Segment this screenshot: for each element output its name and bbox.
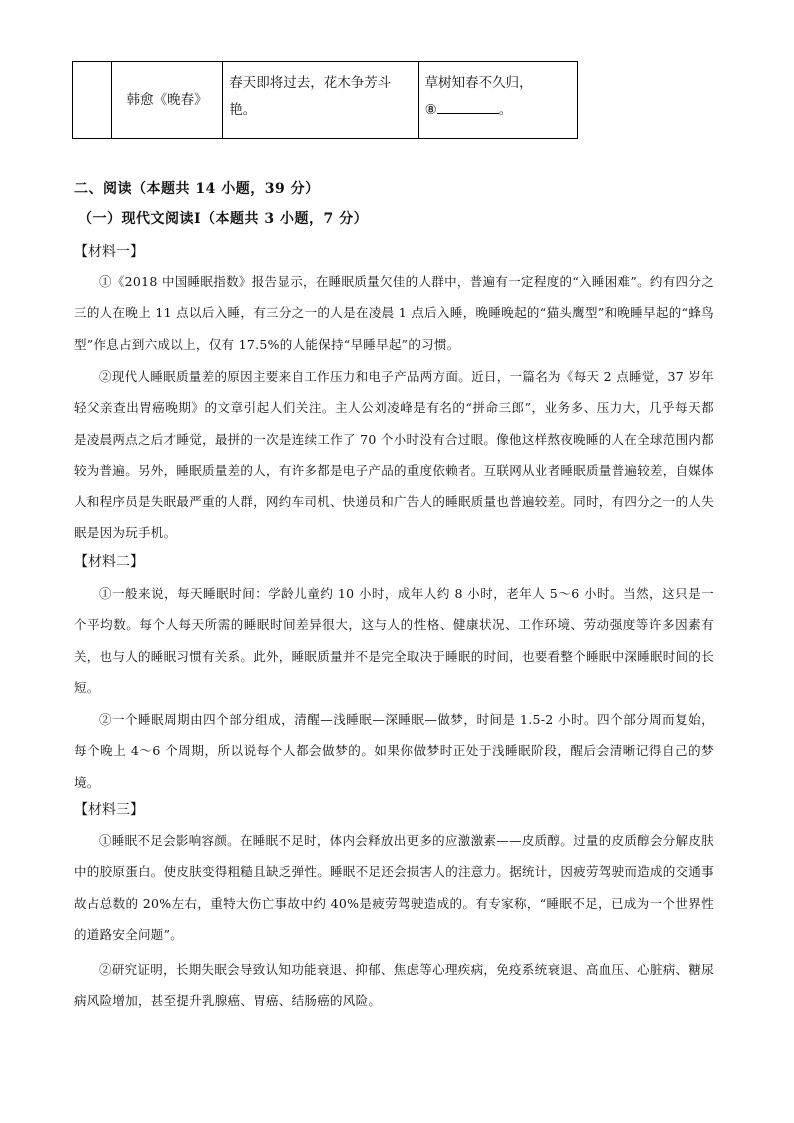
paragraph: ②一个睡眠周期由四个部分组成，清醒—浅睡眠—深睡眠—做梦，时间是 1.5-2 小时。四个部分周而复始，每个晚上 4～6 个周期，所以说每个人都会做梦的。如果你做梦时正处于浅睡眠阶段，醒后会清晰记得自己的梦境。 bbox=[74, 712, 714, 790]
verse-line: 草树知春不久归， bbox=[424, 75, 533, 91]
paragraph: ②研究证明，长期失眠会导致认知功能衰退、抑郁、焦虑等心理疾病，免疫系统衰退、高血压、心脏病、糖尿病风险增加，甚至提升乳腺癌、胃癌、结肠癌的风险。 bbox=[74, 962, 714, 1009]
poem-table bbox=[72, 61, 578, 139]
subsection-heading: （一）现代文阅读Ⅰ（本题共 3 小题，7 分） bbox=[78, 211, 369, 227]
table-cell-author-title: 韩愈《晚春》 bbox=[112, 62, 223, 139]
material-title: 【材料三】 bbox=[74, 802, 144, 818]
paragraph: ②现代人睡眠质量差的原因主要来自工作压力和电子产品两方面。近日，一篇名为《每天 2 点睡觉，37 岁年轻父亲查出胃癌晚期》的文章引起人们关注。主人公刘凌峰是有名的“拼命三郎”，业务多、压力大，几乎每天都是凌晨两点之后才睡觉，最拼的一次是连续工作了 70 个小时没有合过眼。像他这样熬夜晚睡的人在全球范围内都较为普遍。另外，睡眠质量差的人，有许多都是电子产品的重度依赖者。互联网从业者睡眠质量普遍较差，自媒体人和程序员是失眠最严重的人群，网约车司机、快递员和广告人的睡眠质量也普遍较差。同时，有四分之一的人失眠是因为玩手机。 bbox=[74, 369, 715, 541]
table-cell-scene: 春天即将过去，花木争芳斗艳。 bbox=[223, 62, 418, 139]
paragraph: ①睡眠不足会影响容颜。在睡眠不足时，体内会释放出更多的应激激素——皮质醇。过量的皮质醇会分解皮肤中的胶原蛋白。使皮肤变得粗糙且缺乏弹性。睡眠不足还会损害人的注意力。据统计，因疲劳驾驶而造成的交通事故占总数的 20%左右，重特大伤亡事故中约 40%是疲劳驾驶造成的。有专家称，“睡眠不足，已成为一个世界性的道路安全问题”。 bbox=[74, 833, 715, 942]
section-heading: 二、阅读（本题共 14 小题，39 分） bbox=[74, 181, 320, 197]
material-title: 【材料一】 bbox=[74, 244, 144, 260]
verse-marker: ⑧ bbox=[424, 102, 437, 118]
table-cell-verse bbox=[418, 62, 577, 139]
fill-blank[interactable] bbox=[437, 99, 499, 114]
paragraph: ①一般来说，每天睡眠时间：学龄儿童约 10 小时，成年人约 8 小时，老年人 5～6 小时。当然，这只是一个平均数。每个人每天所需的睡眠时间差异很大，这与人的性格、健康状况、工作环境、劳动强度等许多因素有关，也与人的睡眠习惯有关系。此外，睡眠质量并不是完全取决于睡眠的时间，也要看整个睡眠中深睡眠时间的长短。 bbox=[74, 586, 715, 695]
material-title: 【材料二】 bbox=[74, 554, 144, 570]
paragraph: ①《2018 中国睡眠指数》报告显示，在睡眠质量欠佳的人群中，普遍有一定程度的“入睡困难”。约有四分之三的人在晚上 11 点以后入睡，有三分之一的人是在凌晨 1 点后入睡，晚睡晚起的“猫头鹰型”和晚睡早起的“蜂鸟型”作息占到六成以上，仅有 17.5%的人能保持“早睡早起”的习惯。 bbox=[74, 274, 714, 352]
verse-end: 。 bbox=[498, 102, 513, 118]
table-row bbox=[73, 62, 578, 139]
table-cell-index bbox=[73, 62, 112, 139]
